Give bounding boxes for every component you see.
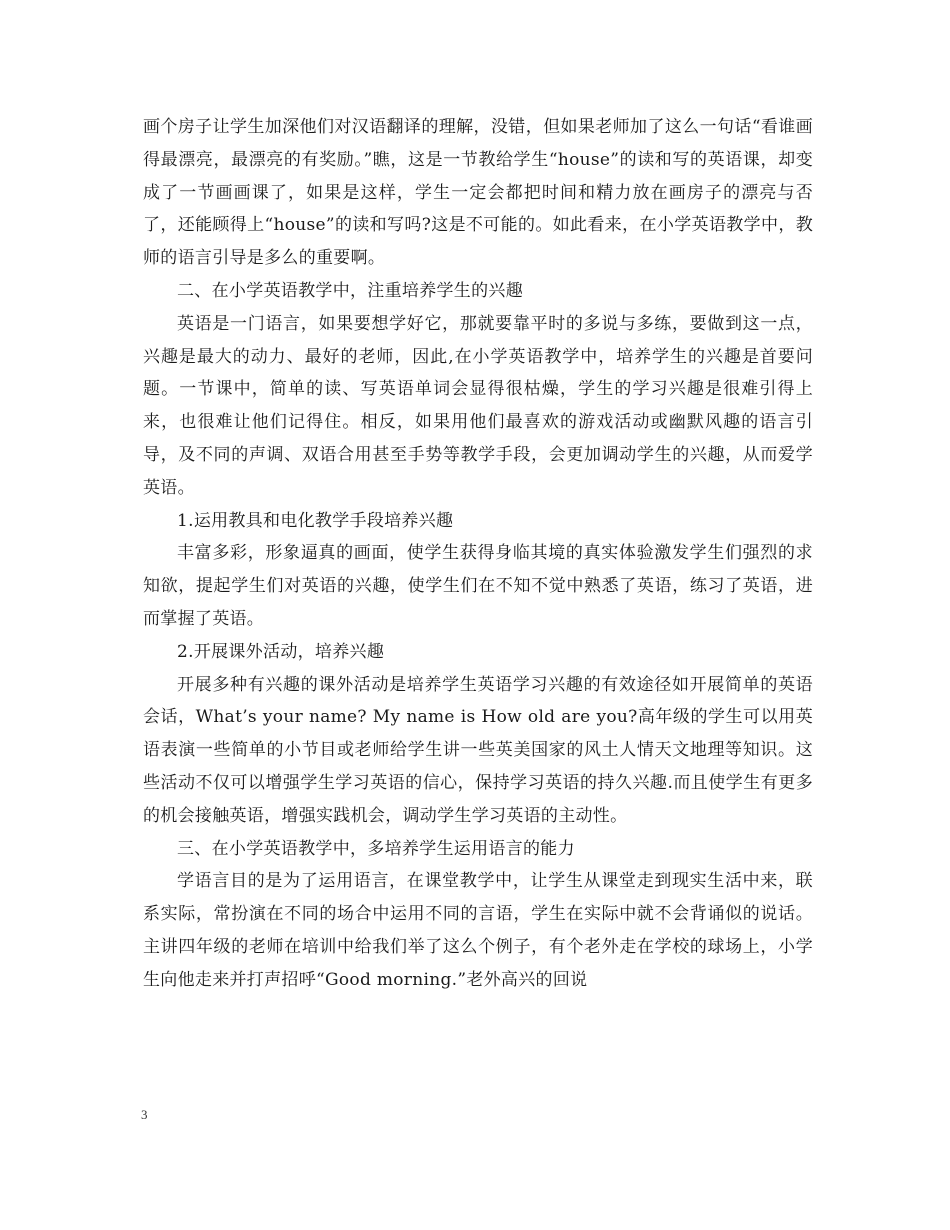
page-number: 3	[141, 1107, 148, 1122]
page-body	[143, 111, 813, 997]
paragraph-3: 英语是一门语言，如果要想学好它，那就要靠平时的多说与多练，要做到这一点，兴趣是最大的动力、最好的老师，因此,在小学英语教学中，培养学生的兴趣是首要问题。一节课中，简单的读、写英语单词会显得很枯燥，学生的学习兴趣是很难引得上来，也很难让他们记得住。相反，如果用他们最喜欢的游戏活动或幽默风趣的语言引导，及不同的声调、双语合用甚至手势等教学手段，会更加调动学生的兴趣，从而爱学英语。	[143, 313, 813, 498]
subheading-2: 2.开展课外活动，培养兴趣	[177, 641, 385, 662]
section-heading-3: 三、在小学英语教学中，多培养学生运用语言的能力	[177, 838, 575, 859]
section-heading-2: 二、在小学英语教学中，注重培养学生的兴趣	[177, 280, 523, 301]
paragraph-9: 学语言目的是为了运用语言，在课堂教学中，让学生从课堂走到现实生活中来，联系实际，常扮演在不同的场合中运用不同的言语，学生在实际中就不会背诵似的说话。主讲四年级的老师在培训中给我们举了这么个例子，有个老外走在学校的球场上，小学生向他走来并打声招呼“Good morning.”老外高兴的回说	[143, 871, 813, 990]
paragraph-7: 开展多种有兴趣的课外活动是培养学生英语学习兴趣的有效途径如开展简单的英语会话，What’s your name? My name is How old are you?高年级的学生可以用英语表演一些简单的小节目或老师给学生讲一些英美国家的风土人情天文地理等知识。这些活动不仅可以增强学生学习英语的信心，保持学习英语的持久兴趣.而且使学生有更多的机会接触英语，增强实践机会，调动学生学习英语的主动性。	[143, 674, 813, 826]
paragraph-1: 画个房子让学生加深他们对汉语翻译的理解，没错，但如果老师加了这么一句话“看谁画得最漂亮，最漂亮的有奖励。”瞧，这是一节教给学生“house”的读和写的英语课，却变成了一节画画课了，如果是这样，学生一定会都把时间和精力放在画房子的漂亮与否了，还能顾得上“house”的读和写吗?这是不可能的。如此看来，在小学英语教学中，教师的语言引导是多么的重要啊。	[143, 117, 813, 269]
paragraph-5: 丰富多彩，形象逼真的画面，使学生获得身临其境的真实体验激发学生们强烈的求知欲，提起学生们对英语的兴趣，使学生们在不知不觉中熟悉了英语，练习了英语，进而掌握了英语。	[143, 543, 813, 629]
subheading-1: 1.运用教具和电化教学手段培养兴趣	[177, 510, 454, 531]
